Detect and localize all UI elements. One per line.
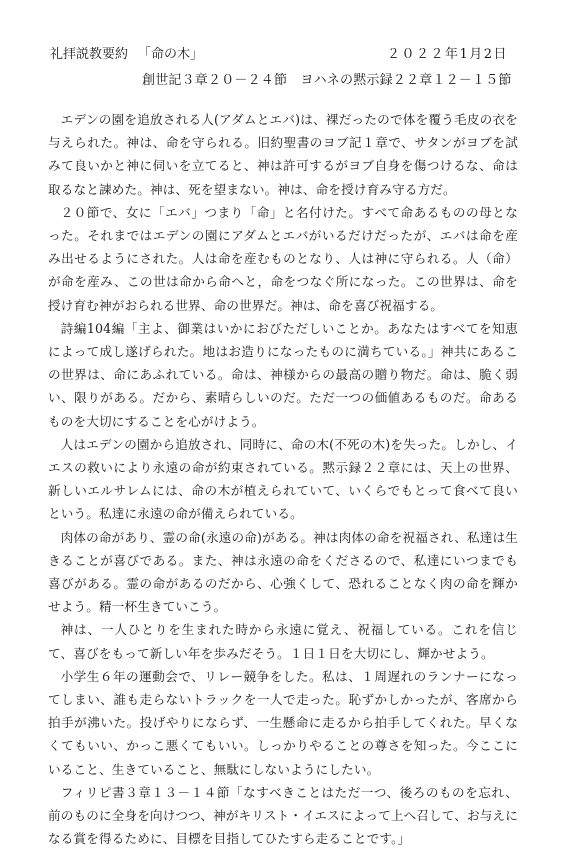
sermon-date: ２０２２年1月2日 <box>386 47 508 62</box>
sermon-body <box>48 108 518 851</box>
paragraph-7: 小学生６年の運動会で、リレー競争をした。私は、１周遅れのランナーになってしまい、誰も走らないトラックを一人で走った。恥ずかしかったが、客席から拍手が沸いた。投げやりにならず、一生懸命に走るから拍手してくれた。早くなくてもいい、かっこ悪くてもいい。しっかりやることの尊さを知った。今ここにいること、生きていること、無駄にしないようにしたい。 <box>48 668 518 777</box>
sermon-header <box>50 42 520 94</box>
sermon-label: 礼拝説教要約 <box>50 47 129 62</box>
sermon-title: 「命の木」 <box>138 47 204 62</box>
paragraph-1: エデンの園を追放される人(アダムとエバ)は、裸だったので体を覆う毛皮の衣を与えられた。神は、命を守られる。旧約聖書のヨブ記１章で、サタンがヨブを試みて良いかと神に伺いを立てると、神は許可するがヨブ自身を傷つけるな、命は取るなと諫めた。神は、死を望まない。神は、命を授け育み守る方だ。 <box>48 112 518 197</box>
scripture-reference: 創世記３章２０－２４節 ヨハネの黙示録２２章１２－１５節 <box>142 73 512 88</box>
paragraph-8: フィリピ書３章１３－１４節「なすべきことはただ一つ、後ろのものを忘れ、前のものに全身を向けつつ、神がキリスト・イエスによって上へ召して、お与えになる賞を得るために、目標を目指してひたすら走ることです。」 <box>48 784 519 847</box>
header-scripture-row <box>50 68 520 94</box>
paragraph-3: 詩編104編「主よ、御業はいかにおびただしいことか。あなたはすべてを知恵によって成し遂げられた。地はお造りになったものに満ちている。」神共にあるこの世界は、命にあふれている。命は、神様からの最高の贈り物だ。命は、脆く弱い、限りがある。だから、素晴らしいのだ。ただ一つの価値あるものだ。命あるものを大切にすることを心がけよう。 <box>48 320 518 429</box>
header-title-row <box>50 42 520 68</box>
paragraph-2: ２０節で、女に「エバ」つまり「命」と名付けた。すべて命あるものの母となった。それまではエデンの園にアダムとエバがいるだけだったが、エバは命を産み出せるようにされた。人は命を産むものとなり、人は神に守られる。人（命）が命を産み、この世は命から命へと，命をつなぐ所になった。この世界は、命を授け育む神がおられる世界、命の世界だ。神は、命を喜び祝福する。 <box>48 204 518 313</box>
paragraph-5: 肉体の命があり、霊の命(永遠の命)がある。神は肉体の命を祝福され、私達は生きることが喜びである。また、神は永遠の命をくださるので、私達にいつまでも喜びがある。霊の命があるのだから、心強くして、恐れることなく肉の命を輝かせよう。精一杯生きていこう。 <box>48 529 518 615</box>
title-group <box>50 42 203 68</box>
paragraph-4: 人はエデンの園から追放され、同時に、命の木(不死の木)を失った。しかし、イエスの救いにより永遠の命が約束されている。黙示録２２章には、天上の世界、新しいエルサレムには、命の木が植えられていて、いくらでもとって食べて良いという。私達に永遠の命が備えられている。 <box>48 436 518 522</box>
paragraph-6: 神は、一人ひとりを生まれた時から永遠に覚え、祝福している。これを信じて、喜びをもって新しい年を歩みだそう。１日１日を大切にし、輝かせよう。 <box>48 622 518 661</box>
